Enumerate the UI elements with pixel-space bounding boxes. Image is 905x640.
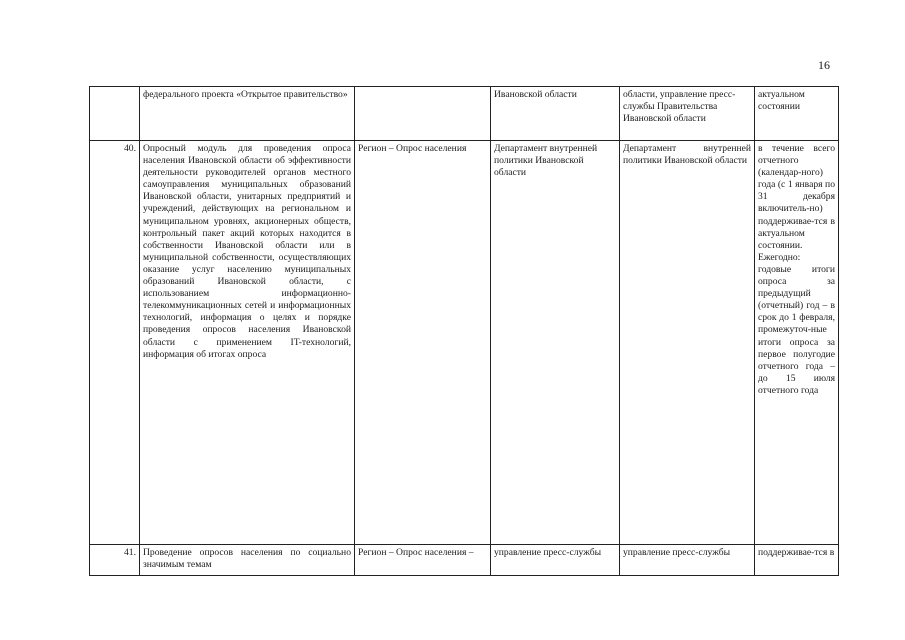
term-cell: актуальном состоянии	[755, 87, 839, 141]
register-table	[89, 86, 839, 576]
resource-cell: Регион – Опрос населения	[355, 141, 491, 545]
item-name-cell: Проведение опросов населения по социально значимым темам	[140, 545, 355, 576]
resource-cell: Регион – Опрос населения –	[355, 545, 491, 576]
responsible-cell: управление пресс-службы	[620, 545, 755, 576]
page-number: 16	[818, 58, 830, 72]
item-name-cell: Опросный модуль для проведения опроса населения Ивановской области об эффективности деятельности руководителей органов местного самоуправления муниципальных образований Ивановской области, унитарных предприятий и учреждений, действующих на региональном и муниципальном уровнях, акционерных обществ, контрольный пакет акций которых находится в собственности Ивановской области или в муниципальной собственности, осуществляющих оказание услуг населению муниципальных образований Ивановской области, с использованием информационно-телекоммуникационных сетей и информационных технологий, информация о целях и порядке проведения опросов населения Ивановской области с применением IT-технологий, информация об итогах опроса	[140, 141, 355, 545]
responsible-cell: Департамент внутренней политики Ивановской области	[620, 141, 755, 545]
term-cell: в течение всего отчетного (календар-ного) года (с 1 января по 31 декабря включитель-но) поддерживае-тся в актуальном состоянии. Ежегодно: годовые итоги опроса за предыдущий (отчетный) год – в срок до 1 февраля, промежуточ-ные итоги опроса за первое полугодие отчетного года – до 15 июля отчетного года	[755, 141, 839, 545]
responsible-cell: области, управление пресс-службы Правительства Ивановской области	[620, 87, 755, 141]
executor-cell: Департамент внутренней политики Ивановской области	[491, 141, 620, 545]
row-number	[90, 87, 140, 141]
executor-cell: управление пресс-службы	[491, 545, 620, 576]
row-number: 41.	[90, 545, 140, 576]
term-cell: поддерживае-тся в	[755, 545, 839, 576]
row-number: 40.	[90, 141, 140, 545]
resource-cell	[355, 87, 491, 141]
executor-cell: Ивановской области	[491, 87, 620, 141]
table-row	[90, 87, 839, 141]
table-row	[90, 141, 839, 545]
item-name-cell: федерального проекта «Открытое правительство»	[140, 87, 355, 141]
table-row	[90, 545, 839, 576]
